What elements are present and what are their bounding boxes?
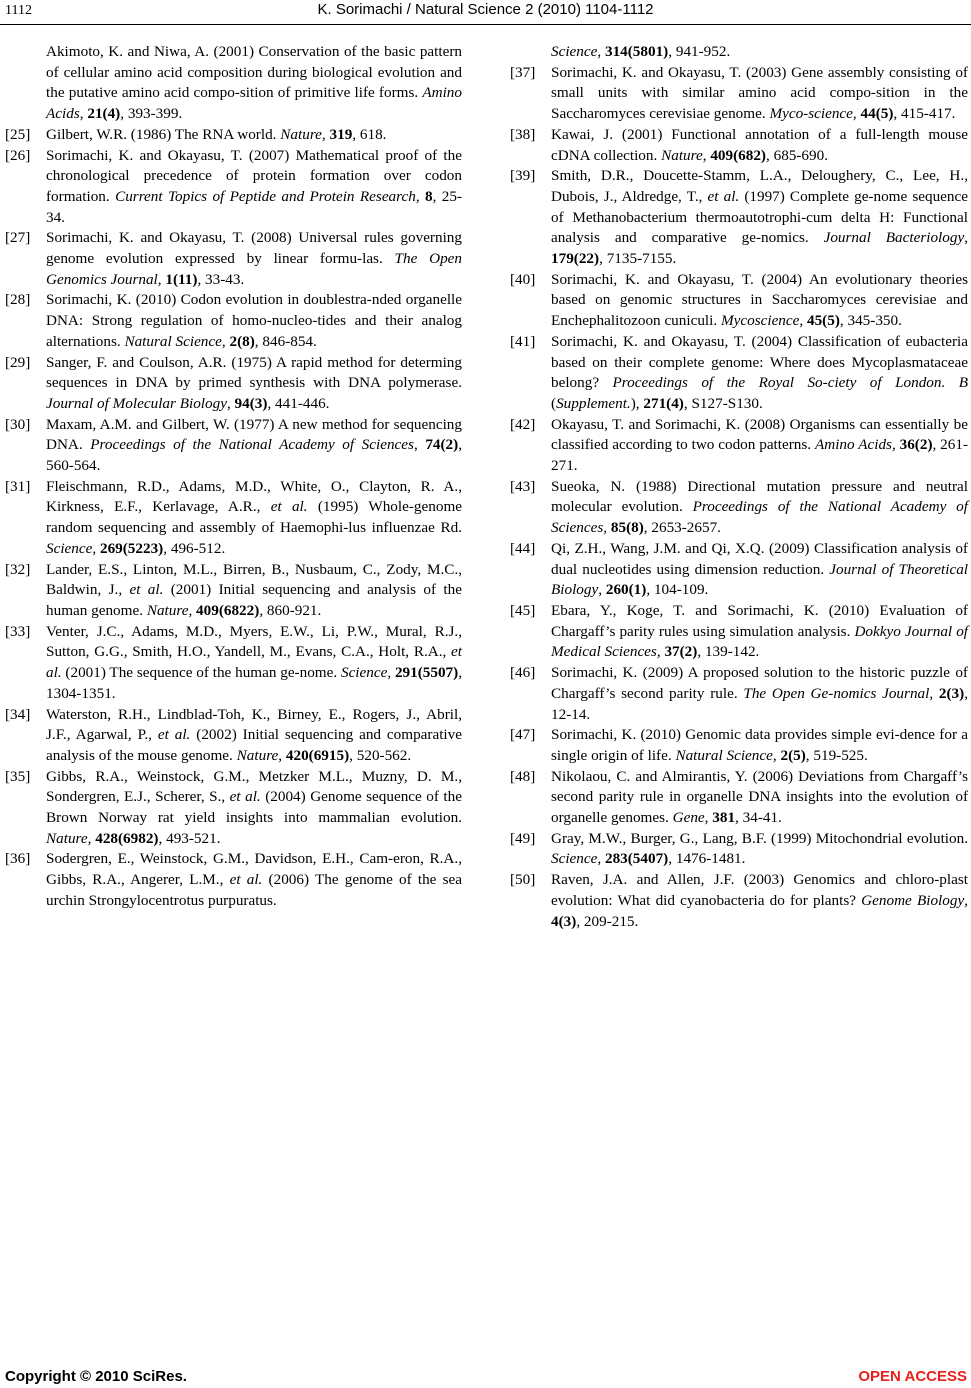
reference-text: Sorimachi, K. (2009) A proposed solution to the historic puzzle of Chargaff’s second parity rule. <box>551 664 968 702</box>
reference-text: , 941-952. <box>668 43 731 60</box>
reference-number: [44] <box>510 539 536 557</box>
reference-number: [39] <box>510 167 536 185</box>
reference-text: , <box>413 436 426 454</box>
reference-text: Gray, M.W., Burger, G., Lang, B.F. (1999) Mitochondrial evolution. <box>551 829 968 847</box>
reference-text: , <box>79 105 88 123</box>
reference-journal: et al. <box>229 871 263 889</box>
reference-number: [30] <box>5 415 31 433</box>
reference-volume: 260(1) <box>605 581 647 599</box>
reference-entry <box>510 539 968 601</box>
reference-entry <box>5 228 462 290</box>
header-rule <box>0 24 971 25</box>
reference-text: , S127-S130. <box>683 394 763 412</box>
reference-text: (1997) Complete ge-nome sequence of Methanobacterium thermoautotrophi-cum delta H: Functional analysis and comparative ge-nomics. <box>551 187 968 247</box>
reference-text: Kawai, J. (2001) Functional annotation of a full-length mouse cDNA collection. <box>551 125 968 164</box>
reference-text: , 2653-2657. <box>643 519 721 537</box>
reference-entry <box>510 166 968 270</box>
reference-text: , <box>964 891 969 909</box>
reference-journal: Nature <box>280 125 322 143</box>
reference-text: Sorimachi, K. and Okayasu, T. (2004) An evolutionary theories based on genomic structures in Saccharomyces cerevisiae and Enchephalitozoon cuniculi. <box>551 270 968 330</box>
reference-volume: 37(2) <box>664 643 698 661</box>
reference-volume: 428(6982) <box>95 829 159 847</box>
reference-text: , 209-215. <box>576 912 639 930</box>
reference-entry <box>5 290 462 352</box>
reference-journal: Science <box>46 539 93 557</box>
reference-text: , 493-521. <box>158 829 221 847</box>
reference-number: [31] <box>5 477 31 495</box>
reference-text: , 846-854. <box>254 332 317 350</box>
reference-volume: 2(5) <box>780 746 806 764</box>
reference-entry <box>5 146 462 229</box>
reference-text: , <box>597 43 605 60</box>
reference-text: Fleischmann, R.D., Adams, M.D., White, O., Clayton, R. A., Kirkness, E.F., Kerlavage, A.R., <box>46 477 462 516</box>
reference-entry <box>510 601 968 663</box>
reference-text: , <box>929 684 939 702</box>
reference-journal: Dokkyo Journal of Medical Sciences <box>551 622 969 661</box>
reference-text: , 104-109. <box>646 581 709 599</box>
reference-text: , <box>415 187 426 205</box>
reference-volume: 21(4) <box>87 105 121 123</box>
reference-number: [26] <box>5 146 31 164</box>
reference-journal: et al. <box>157 726 191 744</box>
reference-number: [37] <box>510 63 536 81</box>
reference-volume: 283(5407) <box>604 850 669 868</box>
reference-text: Sanger, F. and Coulson, A.R. (1975) A rapid method for determing sequences in DNA by primed synthesis with DNA polymerase. <box>46 353 462 392</box>
reference-entry <box>510 415 968 477</box>
reference-volume: 420(6915) <box>285 746 350 764</box>
reference-text: , <box>226 394 235 412</box>
reference-journal: Nature <box>661 146 703 164</box>
reference-volume: 314(5801) <box>604 43 669 60</box>
reference-number: [50] <box>510 871 536 889</box>
reference-text: Ebara, Y., Koge, T. and Sorimachi, K. (2010) Evaluation of Chargaff’s parity rules using simulation analysis. <box>551 601 968 640</box>
reference-journal: Mycoscience <box>720 312 800 330</box>
reference-journal: Natural Science <box>124 332 222 350</box>
reference-entry <box>510 63 968 125</box>
open-access-badge: OPEN ACCESS <box>858 1368 967 1385</box>
reference-text: Waterston, R.H., Lindblad-Toh, K., Birney, E., Rogers, J., Abril, J.F., Agarwal, P., <box>46 705 462 744</box>
reference-journal: Current Topics of Peptide and Protein Research <box>115 187 416 205</box>
reference-text: Sorimachi, K. (2010) Genomic data provides simple evi-dence for a single origin of life. <box>551 726 968 764</box>
copyright-footer: Copyright © 2010 SciRes. <box>5 1368 187 1385</box>
reference-text: , <box>221 332 230 350</box>
reference-text: , <box>702 146 711 164</box>
reference-text: , <box>321 125 330 143</box>
reference-text: Qi, Z.H., Wang, J.M. and Qi, X.Q. (2009) Classification analysis of dual nucleotides using dimension reduction. <box>551 539 968 578</box>
reference-journal: et al. <box>270 498 308 516</box>
reference-entry <box>510 829 968 870</box>
reference-entry <box>5 560 462 622</box>
reference-text: , <box>603 519 611 537</box>
reference-text: , <box>704 809 713 827</box>
reference-text: Sorimachi, K. and Okayasu, T. (2004) Classification of eubacteria based on their complete genome: Where does Mycoplasmataceae belong? <box>551 332 968 392</box>
reference-number: [48] <box>510 767 536 785</box>
reference-text: (1995) Whole-genome random sequencing and assembly of Haemophi-lus influenzae Rd. <box>46 498 462 537</box>
reference-number: [33] <box>5 622 31 640</box>
reference-text: , 139-142. <box>697 643 760 661</box>
reference-volume: 291(5507) <box>394 664 459 682</box>
reference-text: , <box>188 601 197 619</box>
reference-text: , 34-41. <box>735 809 782 827</box>
reference-volume: 4(3) <box>551 912 577 930</box>
reference-volume: 2(8) <box>229 332 255 350</box>
reference-text: , 496-512. <box>163 539 226 557</box>
reference-text: (2001) The sequence of the human ge-nome. <box>61 664 341 682</box>
reference-text: Venter, J.C., Adams, M.D., Myers, E.W., Li, P.W., Mural, R.J., Sutton, G.G., Smith, H.O., Yandell, M., Evans, C.A., Holt, R.A., <box>46 622 462 661</box>
reference-text: Smith, D.R., Doucette-Stamm, L.A., Deloughery, C., Lee, H., Dubois, J., Aldredge, T., <box>551 167 968 205</box>
reference-journal: Nature <box>146 601 189 619</box>
reference-text: Okayasu, T. and Sorimachi, K. (2008) Organisms can essentially be classified according to two codon patterns. <box>551 415 968 454</box>
reference-number: [45] <box>510 601 536 619</box>
reference-number: [40] <box>510 270 536 288</box>
reference-volume: 409(6822) <box>196 601 260 619</box>
reference-text: Gilbert, W.R. (1986) The RNA world. <box>46 125 281 143</box>
reference-journal: Science <box>551 850 598 868</box>
reference-journal: Science <box>551 43 598 60</box>
reference-journal: Genome Biology <box>861 891 965 909</box>
reference-text: Akimoto, K. and Niwa, A. (2001) Conservation of the basic pattern of cellular amino acid composition during biological evolution and the putative amino acid compo-sition of primitive life forms. <box>46 43 462 102</box>
reference-volume: 319 <box>329 125 353 143</box>
reference-volume: 8 <box>425 187 433 205</box>
reference-volume: 44(5) <box>860 105 894 123</box>
reference-text: , <box>656 643 665 661</box>
reference-volume: 45(5) <box>806 312 840 330</box>
reference-text: , 860-921. <box>259 601 322 619</box>
reference-text: , 441-446. <box>267 394 330 412</box>
reference-volume: 94(3) <box>234 394 268 412</box>
reference-volume: 2(3) <box>938 684 965 702</box>
reference-text: Lander, E.S., Linton, M.L., Birren, B., Nusbaum, C., Zody, M.C., Baldwin, J., <box>46 560 462 599</box>
reference-text: (2006) The genome of the sea urchin Strongylocentrotus purpuratus. <box>46 871 462 909</box>
references-right-column <box>510 42 968 932</box>
reference-entry <box>510 125 968 166</box>
reference-text: , <box>964 229 968 247</box>
reference-number: [42] <box>510 415 536 433</box>
reference-text: Sorimachi, K. and Okayasu, T. (2003) Gene assembly consisting of small units with similar amino acid compo-sition in the Saccharomyces cerevisiae genome. <box>551 63 968 123</box>
reference-number: [32] <box>5 560 31 578</box>
reference-text: , <box>278 746 286 764</box>
reference-number: [34] <box>5 705 31 723</box>
reference-text: Sorimachi, K. and Okayasu, T. (2008) Universal rules governing genome evolution expressed by linear formu-las. <box>46 229 462 268</box>
reference-entry <box>5 125 462 146</box>
reference-journal: Myco-science <box>769 105 853 123</box>
reference-journal: Gene <box>672 809 705 827</box>
reference-journal: et al. <box>229 788 261 806</box>
reference-entry <box>5 622 462 705</box>
reference-journal: Supplement. <box>556 394 631 412</box>
reference-journal: et al. <box>46 643 462 682</box>
reference-text: (2004) Genome sequence of the Brown Norway rat yield insights into mammalian evolution. <box>46 788 462 827</box>
reference-text: , 33-43. <box>197 270 245 288</box>
reference-text: , 560-564. <box>46 436 463 475</box>
reference-journal: Proceedings of the Royal So-ciety of London. B <box>612 374 969 392</box>
reference-journal: The Open Ge-nomics Journal <box>743 684 930 702</box>
reference-entry <box>5 415 462 477</box>
reference-entry <box>5 705 462 767</box>
reference-volume: 179(22) <box>551 250 600 268</box>
reference-journal: et al. <box>707 187 740 205</box>
reference-journal: Nature <box>236 746 279 764</box>
reference-number: [47] <box>510 726 536 744</box>
reference-number: [35] <box>5 767 31 785</box>
reference-text: , 393-399. <box>120 105 183 123</box>
reference-text: , 519-525. <box>805 746 868 764</box>
reference-journal: Science <box>340 664 388 682</box>
reference-number: [28] <box>5 291 31 309</box>
reference-entry <box>510 477 968 539</box>
reference-number: [49] <box>510 829 536 847</box>
reference-entry <box>510 870 968 932</box>
reference-text: (2001) Initial sequencing and analysis of the human genome. <box>46 581 462 619</box>
reference-text: , 345-350. <box>839 312 902 330</box>
reference-volume: 74(2) <box>425 436 459 454</box>
reference-volume: 269(5223) <box>99 539 164 557</box>
reference-volume: 409(682) <box>710 146 766 164</box>
references-left-column <box>5 42 462 912</box>
reference-journal: Proceedings of the National Academy of Sciences <box>551 498 968 537</box>
reference-text: , <box>597 850 605 868</box>
reference-text: Sorimachi, K. (2010) Codon evolution in doublestra-nded organelle DNA: Strong regulation of homo-nucleo-tides and their analog alternations. <box>46 291 462 350</box>
reference-text: Sueoka, N. (1988) Directional mutation pressure and neutral molecular evolution. <box>551 477 968 516</box>
reference-text: , <box>598 581 606 599</box>
reference-journal: Journal Bacteriology <box>823 229 965 247</box>
reference-volume: 85(8) <box>610 519 644 537</box>
reference-number: [41] <box>510 332 536 350</box>
reference-text: , <box>92 539 100 557</box>
reference-number: [38] <box>510 125 536 143</box>
reference-continuation <box>510 42 968 63</box>
reference-text: Maxam, A.M. and Gilbert, W. (1977) A new method for sequencing DNA. <box>46 415 462 454</box>
reference-journal: Nature, <box>46 829 92 847</box>
reference-journal: et al. <box>129 581 164 599</box>
reference-text: , <box>772 746 781 764</box>
reference-text: , <box>799 312 807 330</box>
reference-text: , <box>387 664 395 682</box>
reference-volume: 1(11) <box>165 270 198 288</box>
reference-text: , 685-690. <box>766 146 829 164</box>
reference-text: Gibbs, R.A., Weinstock, G.M., Metzker M.L., Muzny, D. M., Sondergren, E.J., Scherer, S., <box>46 767 462 806</box>
reference-journal: Natural Science <box>675 746 773 764</box>
reference-text: Raven, J.A. and Allen, J.F. (2003) Genomics and chloro-plast evolution: What did cyanobacteria do for plants? <box>551 871 968 909</box>
reference-text: ( <box>551 394 557 412</box>
reference-text: Sorimachi, K. and Okayasu, T. (2007) Mathematical proof of the chronological precedence of protein formation over codon formation. <box>46 146 462 205</box>
reference-number: [27] <box>5 229 31 247</box>
reference-journal: The Open Genomics Journal <box>46 250 462 288</box>
reference-volume: 271(4) <box>643 394 684 412</box>
reference-text: , <box>157 270 166 288</box>
reference-text: , 1304-1351. <box>46 664 463 702</box>
reference-text: , 1476-1481. <box>668 850 746 868</box>
reference-journal: Proceedings of the National Academy of Sciences <box>90 436 414 454</box>
reference-entry <box>510 767 968 829</box>
reference-text: Nikolaou, C. and Almirantis, Y. (2006) Deviations from Chargaff’s second parity rule in organelle DNA insights into the evolution of organelle genomes. <box>551 767 968 827</box>
reference-volume: 381 <box>712 809 736 827</box>
reference-continuation <box>5 42 462 125</box>
reference-text: , 618. <box>352 125 387 143</box>
running-header: K. Sorimachi / Natural Science 2 (2010) 1104-1112 <box>317 1 654 18</box>
reference-journal: Journal of Theoretical Biology <box>551 560 969 599</box>
reference-entry <box>5 849 462 911</box>
reference-number: [36] <box>5 850 31 868</box>
reference-text: , 12-14. <box>551 684 969 723</box>
reference-number: [29] <box>5 353 31 371</box>
page-number: 1112 <box>5 3 32 18</box>
reference-text: , <box>852 105 861 123</box>
reference-text: ), <box>630 394 644 412</box>
reference-text: Sodergren, E., Weinstock, G.M., Davidson, E.H., Cam-eron, R.A., Gibbs, R.A., Angerer, L.M., <box>46 850 462 889</box>
reference-journal: Amino Acids, <box>814 436 896 454</box>
reference-number: [43] <box>510 477 536 495</box>
reference-entry <box>5 477 462 560</box>
reference-text: , 415-417. <box>893 105 956 123</box>
reference-journal: Journal of Molecular Biology <box>46 394 227 412</box>
reference-journal: Amino Acids <box>46 84 462 123</box>
reference-text: (2002) Initial sequencing and comparative analysis of the mouse genome. <box>46 726 462 764</box>
reference-text: , 261-271. <box>551 436 969 475</box>
reference-text: , 25-34. <box>46 187 463 226</box>
reference-entry <box>510 332 968 415</box>
reference-number: [25] <box>5 125 31 143</box>
reference-entry <box>510 663 968 725</box>
reference-entry <box>510 725 968 766</box>
reference-volume: 36(2) <box>899 436 933 454</box>
reference-entry <box>5 353 462 415</box>
reference-number: [46] <box>510 664 536 682</box>
reference-entry <box>510 270 968 332</box>
reference-text: , 520-562. <box>349 746 412 764</box>
reference-text: , 7135-7155. <box>599 250 677 268</box>
reference-entry <box>5 767 462 850</box>
